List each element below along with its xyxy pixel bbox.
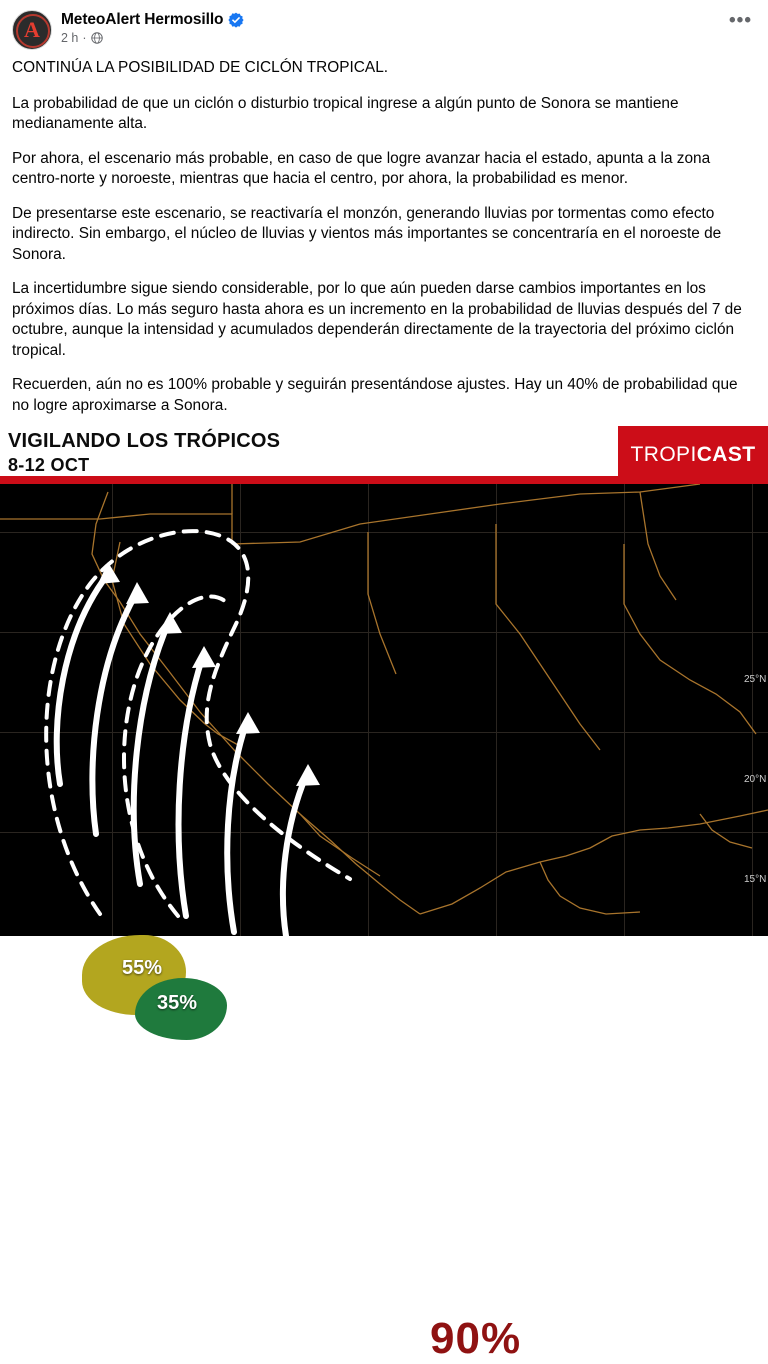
post-more-options-button[interactable]: ••• <box>729 10 752 31</box>
post-header <box>0 0 768 54</box>
map-graphic <box>0 484 768 936</box>
banner-accent-strip <box>0 476 618 484</box>
watermark <box>278 1041 507 1075</box>
probability-label-35: 35% <box>157 992 198 1014</box>
author-row <box>61 11 725 29</box>
verified-badge-icon <box>228 12 244 28</box>
forecast-cone-and-arrows <box>0 484 768 936</box>
post-header-text <box>61 10 725 45</box>
post-image[interactable] <box>0 426 768 1363</box>
post-paragraph-5: La incertidumbre sigue siendo considerable, por lo que aún pueden darse cambios importantes en los próximos días. Lo más seguro hasta ahora es un incremento en la probabilidad de lluvias después del 7 de octubre, aunque la intensidad y acumulados dependerán directamente de la trayectoria del próximo ciclón tropical. <box>12 280 742 359</box>
probability-label-55: 55% <box>122 957 163 979</box>
avatar[interactable] <box>12 10 52 50</box>
banner-subtitle: 8-12 OCT <box>8 455 90 475</box>
brand-logo-first: TROPI <box>630 443 697 466</box>
author-name[interactable]: MeteoAlert Hermosillo <box>61 11 224 28</box>
globe-icon <box>91 32 103 44</box>
post-paragraph-1: CONTINÚA LA POSIBILIDAD DE CICLÓN TROPICAL. <box>12 59 389 76</box>
lat-label-15n: 15°N <box>744 874 767 885</box>
brand-logo <box>618 426 768 484</box>
avatar-letter: A <box>24 17 40 42</box>
meta-separator: · <box>82 30 87 45</box>
post-paragraph-4: De presentarse este escenario, se reactivaría el monzón, generando lluvias por tormentas como efecto indirecto. Sin embargo, el núcleo de lluvias y vientos más importantes se concentraría en el noroeste de Sonora. <box>12 204 722 263</box>
post-meta <box>61 31 725 45</box>
lat-label-20n: 20°N <box>744 774 767 785</box>
watermark-mark: ® <box>494 1054 508 1071</box>
banner-title: VIGILANDO LOS TRÓPICOS <box>8 430 281 452</box>
watermark-second: ALERT <box>389 1041 495 1074</box>
post-paragraph-3: Por ahora, el escenario más probable, en caso de que logre avanzar hacia el estado, apunta a la zona centro-norte y noroeste, mientras que hacia el centro, por ahora, la probabilidad es menor. <box>12 149 711 187</box>
post-timestamp[interactable]: 2 h <box>61 31 79 45</box>
post-text <box>0 54 768 426</box>
brand-logo-second: CAST <box>696 443 756 466</box>
post-paragraph-2: La probabilidad de que un ciclón o disturbio tropical ingrese a algún punto de Sonora se mantiene medianamente alta. <box>12 94 679 132</box>
lat-label-25n: 25°N <box>744 674 767 685</box>
watermark-first: METEO <box>278 1041 390 1074</box>
post-paragraph-6: Recuerden, aún no es 100% probable y seguirán presentándose ajustes. Hay un 40% de probabilidad que no logre aproximarse a Sonora. <box>12 376 738 414</box>
probability-label-90: 90% <box>430 1314 522 1363</box>
